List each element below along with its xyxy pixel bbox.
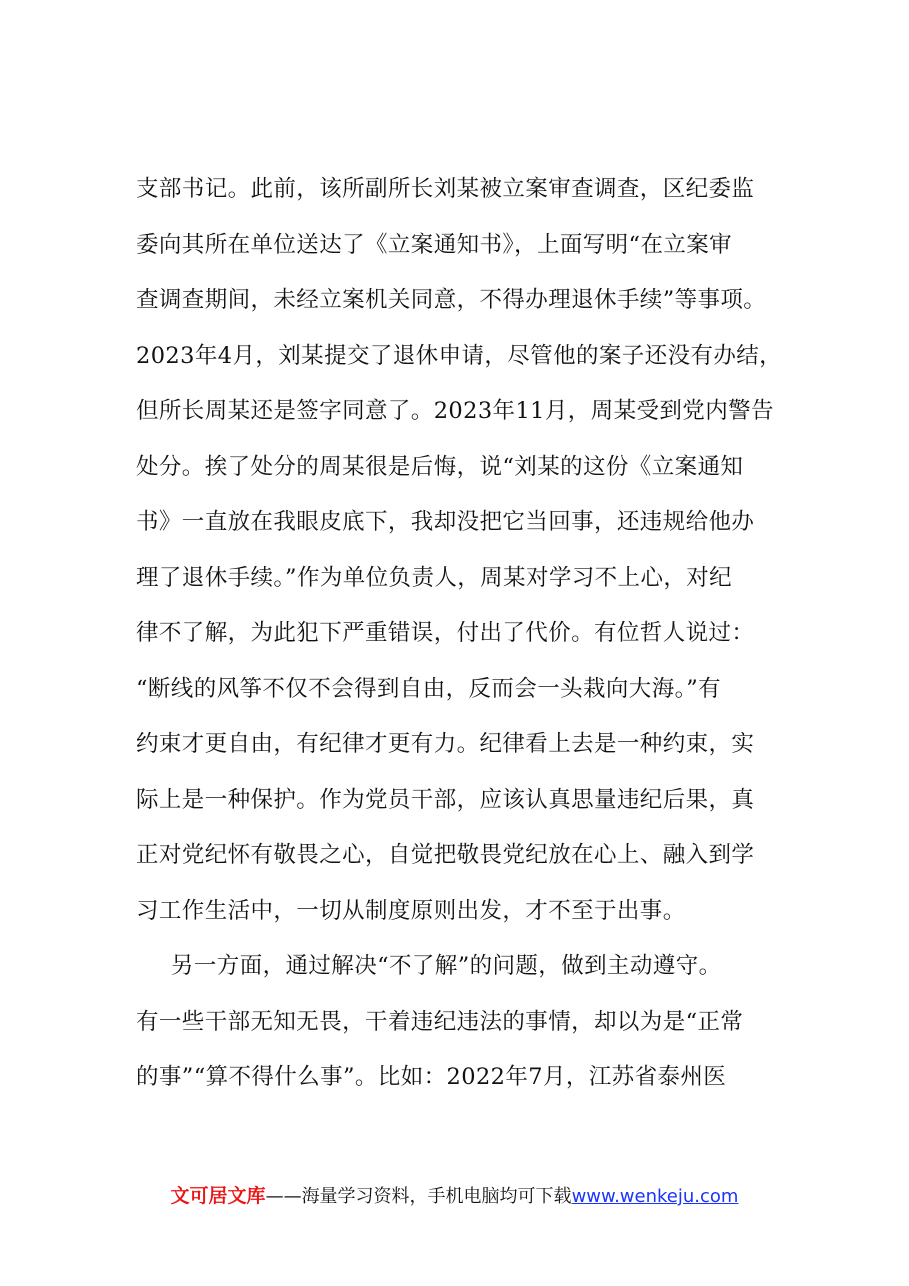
footer-brand: 文可居文库 bbox=[170, 1185, 266, 1207]
text-line: 2023年4月，刘某提交了退休申请，尽管他的案子还没有办结， bbox=[136, 342, 783, 369]
paragraph-start-line: 另一方面，通过解决“不了解”的问题，做到主动遵守。 bbox=[171, 953, 722, 979]
text-line: 习工作生活中，一切从制度原则出发，才不至于出事。 bbox=[136, 897, 686, 924]
text-line: 查调查期间，未经立案机关同意，不得办理退休手续”等事项。 bbox=[136, 287, 767, 313]
text-line: 书》一直放在我眼皮底下，我却没把它当回事，还违规给他办 bbox=[136, 509, 755, 535]
text-line: 有一些干部无知无畏，干着违纪违法的事情，却以为是“正常 bbox=[136, 1008, 744, 1035]
text-line: 支部书记。此前，该所副所长刘某被立案审查调查，区纪委监 bbox=[136, 176, 755, 202]
text-line: 律不了解，为此犯下严重错误，付出了代价。有位哲人说过： bbox=[136, 620, 755, 646]
text-line: “断线的风筝不仅不会得到自由，反而会一头栽向大海。”有 bbox=[136, 675, 722, 702]
page-footer bbox=[0, 1182, 909, 1211]
text-line: 约束才更自由，有纪律才更有力。纪律看上去是一种约束，实 bbox=[136, 731, 755, 757]
footer-link[interactable]: www.wenkeju.com bbox=[571, 1186, 739, 1207]
text-line: 际上是一种保护。作为党员干部，应该认真思量违纪后果，真 bbox=[136, 786, 755, 813]
text-line: 处分。挨了处分的周某很是后悔，说“刘某的这份《立案通知 bbox=[136, 453, 744, 480]
text-line: 理了退休手续。”作为单位负责人，周某对学习不上心，对纪 bbox=[136, 564, 733, 591]
footer-slogan: ——海量学习资料，手机电脑均可下载 bbox=[265, 1186, 572, 1207]
text-line: 委向其所在单位送达了《立案通知书》，上面写明“在立案审 bbox=[136, 231, 733, 258]
text-line: 正对党纪怀有敬畏之心，自觉把敬畏党纪放在心上、融入到学 bbox=[136, 842, 755, 868]
document-body bbox=[136, 162, 806, 1106]
text-line: 但所长周某还是签字同意了。2023年11月，周某受到党内警告 bbox=[136, 398, 774, 424]
text-line: 的事”“算不得什么事”。比如：2022年7月，江苏省泰州医 bbox=[136, 1064, 727, 1090]
